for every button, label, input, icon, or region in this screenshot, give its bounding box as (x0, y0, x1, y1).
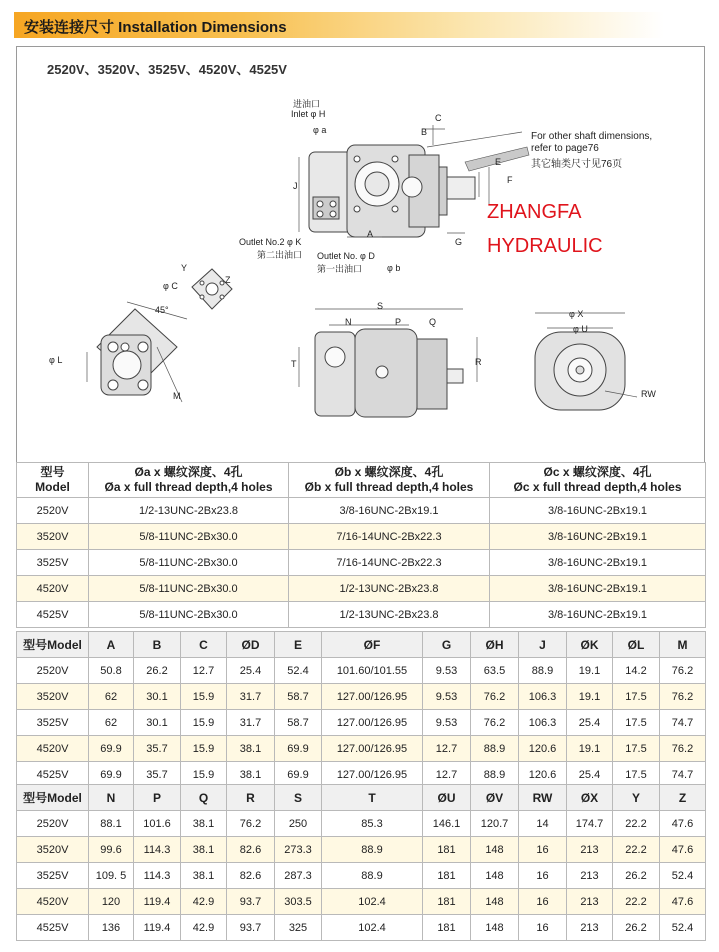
cell: 101.60/101.55 (322, 658, 423, 684)
header-cell: G (423, 632, 471, 658)
header-cell: ØF (322, 632, 423, 658)
cell: 1/2-13UNC-2Bx23.8 (289, 602, 490, 628)
cell: 12.7 (423, 762, 471, 788)
cell: 250 (275, 811, 322, 837)
cell: 3520V (17, 684, 89, 710)
table-row (17, 736, 706, 762)
cell: 3/8-16UNC-2Bx19.1 (289, 498, 490, 524)
cell: 120.6 (519, 762, 567, 788)
label-rw: RW (641, 389, 656, 399)
header-cell: J (519, 632, 567, 658)
cell: 3/8-16UNC-2Bx19.1 (490, 576, 706, 602)
cell: 148 (471, 889, 519, 915)
label-dim-r: R (475, 357, 482, 367)
cell: 16 (519, 915, 567, 941)
table-row (17, 498, 706, 524)
cell: 287.3 (275, 863, 322, 889)
cell: 213 (567, 837, 613, 863)
cell: 76.2 (471, 684, 519, 710)
cell: 22.2 (613, 837, 660, 863)
cell: 88.9 (471, 762, 519, 788)
cell: 127.00/126.95 (322, 736, 423, 762)
cell: 9.53 (423, 658, 471, 684)
header-cell: R (227, 785, 275, 811)
cell: 148 (471, 863, 519, 889)
cell: 273.3 (275, 837, 322, 863)
cell: 99.6 (89, 837, 134, 863)
cell: 7/16-14UNC-2Bx22.3 (289, 550, 490, 576)
table-row (17, 602, 706, 628)
table-row (17, 658, 706, 684)
header-cell: M (660, 632, 706, 658)
cell: 16 (519, 837, 567, 863)
cell: 47.6 (660, 837, 706, 863)
cell: 14.2 (613, 658, 660, 684)
header-thread-c: Øc x 螺纹深度、4孔 Øc x full thread depth,4 holes (490, 463, 706, 498)
label-dim-t: T (291, 359, 297, 369)
cell: 1/2-13UNC-2Bx23.8 (289, 576, 490, 602)
cell: 88.9 (519, 658, 567, 684)
cell: 76.2 (660, 736, 706, 762)
cell: 146.1 (423, 811, 471, 837)
label-dim-s: S (377, 301, 384, 311)
cell: 114.3 (134, 863, 181, 889)
cell: 3/8-16UNC-2Bx19.1 (490, 498, 706, 524)
cell: 3525V (17, 863, 89, 889)
label-outlet2-en: Outlet No.2 φ K (239, 237, 302, 247)
cell: 47.6 (660, 889, 706, 915)
label-dim-e: E (495, 157, 502, 167)
label-dim-n: N (345, 317, 352, 327)
shaft-note-1: For other shaft dimensions, (531, 131, 653, 142)
label-dim-m: M (173, 391, 181, 401)
header-cell: Q (181, 785, 227, 811)
cell: 25.4 (227, 658, 275, 684)
dimension-table-1 (16, 631, 706, 788)
cell: 17.5 (613, 710, 660, 736)
cell: 16 (519, 863, 567, 889)
cell: 213 (567, 863, 613, 889)
table-row (17, 889, 706, 915)
cell: 26.2 (613, 915, 660, 941)
cell: 5/8-11UNC-2Bx30.0 (89, 550, 289, 576)
cell: 127.00/126.95 (322, 684, 423, 710)
drawing-panel (16, 46, 705, 463)
cell: 181 (423, 889, 471, 915)
cell: 9.53 (423, 710, 471, 736)
cell: 136 (89, 915, 134, 941)
label-dim-g: G (455, 237, 463, 247)
label-phi-c: φ C (163, 281, 178, 291)
cell: 74.7 (660, 710, 706, 736)
header-cell: C (181, 632, 227, 658)
cell: 2520V (17, 658, 89, 684)
label-phi-a: φ a (313, 125, 327, 135)
cell: 3520V (17, 837, 89, 863)
cell: 30.1 (134, 684, 181, 710)
cell: 325 (275, 915, 322, 941)
cell: 47.6 (660, 811, 706, 837)
cell: 26.2 (613, 863, 660, 889)
cell: 5/8-11UNC-2Bx30.0 (89, 524, 289, 550)
cell: 76.2 (227, 811, 275, 837)
cell: 148 (471, 915, 519, 941)
watermark-line-1: ZHANGFA (487, 201, 582, 223)
cell: 12.7 (181, 658, 227, 684)
header-cell: ØX (567, 785, 613, 811)
section-title: 安装连接尺寸 Installation Dimensions (24, 19, 287, 36)
label-phi-u: φ U (573, 324, 588, 334)
cell: 19.1 (567, 736, 613, 762)
label-outlet1-cn: 第一出油口 (317, 264, 363, 274)
label-dim-f: F (507, 175, 513, 185)
cell: 50.8 (89, 658, 134, 684)
watermark-line-2: HYDRAULIC (487, 235, 603, 257)
label-phi-b: φ b (387, 263, 401, 273)
cell: 114.3 (134, 837, 181, 863)
cell: 52.4 (660, 915, 706, 941)
label-inlet-cn: 进油口 (293, 99, 321, 109)
thread-table-header (17, 463, 706, 498)
cell: 120 (89, 889, 134, 915)
cell: 3525V (17, 710, 89, 736)
cell: 17.5 (613, 762, 660, 788)
table-row (17, 710, 706, 736)
cell: 35.7 (134, 736, 181, 762)
pump-side-view (309, 145, 475, 237)
cell: 35.7 (134, 762, 181, 788)
cell: 127.00/126.95 (322, 710, 423, 736)
table-row (17, 684, 706, 710)
cell: 30.1 (134, 710, 181, 736)
header-cell: ØD (227, 632, 275, 658)
cell: 19.1 (567, 658, 613, 684)
flange-view (97, 309, 177, 395)
cell: 1/2-13UNC-2Bx23.8 (89, 498, 289, 524)
cell: 102.4 (322, 915, 423, 941)
label-outlet2-cn: 第二出油口 (257, 250, 303, 260)
header-cell: S (275, 785, 322, 811)
cell: 38.1 (227, 736, 275, 762)
models-line: 2520V、3520V、3525V、4520V、4525V (47, 62, 287, 77)
label-outlet1-en: Outlet No. φ D (317, 251, 375, 261)
cell: 38.1 (181, 811, 227, 837)
cell: 3/8-16UNC-2Bx19.1 (490, 550, 706, 576)
cell: 3520V (17, 524, 89, 550)
label-dim-c: C (435, 113, 442, 123)
cell: 88.9 (471, 736, 519, 762)
cell: 15.9 (181, 736, 227, 762)
cell: 120.6 (519, 736, 567, 762)
cell: 38.1 (227, 762, 275, 788)
pump-rear-view (535, 332, 625, 410)
header-cell: B (134, 632, 181, 658)
header-cell: T (322, 785, 423, 811)
cell: 25.4 (567, 710, 613, 736)
cell: 2520V (17, 498, 89, 524)
header-cell: ØK (567, 632, 613, 658)
cell: 127.00/126.95 (322, 762, 423, 788)
table-row (17, 811, 706, 837)
cell: 93.7 (227, 915, 275, 941)
cell: 58.7 (275, 684, 322, 710)
table-row (17, 837, 706, 863)
cell: 7/16-14UNC-2Bx22.3 (289, 524, 490, 550)
cell: 31.7 (227, 684, 275, 710)
cell: 15.9 (181, 710, 227, 736)
cell: 4525V (17, 915, 89, 941)
header-thread-a: Øa x 螺纹深度、4孔 Øa x full thread depth,4 holes (89, 463, 289, 498)
cell: 22.2 (613, 889, 660, 915)
cell: 16 (519, 889, 567, 915)
cell: 3/8-16UNC-2Bx19.1 (490, 602, 706, 628)
table-row (17, 915, 706, 941)
cell: 15.9 (181, 684, 227, 710)
cell: 22.2 (613, 811, 660, 837)
cell: 213 (567, 915, 613, 941)
header-cell: ØU (423, 785, 471, 811)
shaft-note-3: 其它轴类尺寸见76页 (531, 159, 623, 170)
cell: 4520V (17, 889, 89, 915)
dim-table-2-header (17, 785, 706, 811)
label-dim-q: Q (429, 317, 437, 327)
cell: 38.1 (181, 863, 227, 889)
cell: 4520V (17, 736, 89, 762)
header-cell: P (134, 785, 181, 811)
header-cell: ØV (471, 785, 519, 811)
cell: 76.2 (660, 684, 706, 710)
cell: 74.7 (660, 762, 706, 788)
cell: 63.5 (471, 658, 519, 684)
cell: 38.1 (181, 837, 227, 863)
cell: 12.7 (423, 736, 471, 762)
table-row (17, 524, 706, 550)
dimension-table-2 (16, 784, 706, 941)
cell: 4520V (17, 576, 89, 602)
label-dim-y: Y (181, 263, 188, 273)
header-model: 型号 Model (17, 463, 89, 498)
table-row (17, 863, 706, 889)
cell: 174.7 (567, 811, 613, 837)
cell: 181 (423, 837, 471, 863)
table-row (17, 550, 706, 576)
cell: 14 (519, 811, 567, 837)
label-inlet-en: Inlet φ H (291, 109, 326, 119)
cell: 181 (423, 863, 471, 889)
cell: 5/8-11UNC-2Bx30.0 (89, 602, 289, 628)
cell: 109. 5 (89, 863, 134, 889)
cell: 42.9 (181, 889, 227, 915)
label-angle: 45° (155, 305, 169, 315)
cell: 181 (423, 915, 471, 941)
thread-table (16, 462, 706, 628)
cell: 88.9 (322, 837, 423, 863)
cell: 76.2 (471, 710, 519, 736)
header-cell: 型号Model (17, 785, 89, 811)
cell: 213 (567, 889, 613, 915)
cell: 69.9 (89, 762, 134, 788)
cell: 42.9 (181, 915, 227, 941)
cell: 62 (89, 710, 134, 736)
table-row (17, 576, 706, 602)
dim-table-1-header (17, 632, 706, 658)
cell: 101.6 (134, 811, 181, 837)
cell: 3525V (17, 550, 89, 576)
cell: 85.3 (322, 811, 423, 837)
cell: 119.4 (134, 915, 181, 941)
cell: 17.5 (613, 736, 660, 762)
cell: 93.7 (227, 889, 275, 915)
cell: 9.53 (423, 684, 471, 710)
cell: 82.6 (227, 863, 275, 889)
cell: 303.5 (275, 889, 322, 915)
header-cell: Y (613, 785, 660, 811)
header-cell: 型号Model (17, 632, 89, 658)
cell: 19.1 (567, 684, 613, 710)
header-cell: ØH (471, 632, 519, 658)
label-phi-x: φ X (569, 309, 584, 319)
label-dim-p: P (395, 317, 402, 327)
label-dim-b: B (421, 127, 428, 137)
cell: 88.9 (322, 863, 423, 889)
cell: 3/8-16UNC-2Bx19.1 (490, 524, 706, 550)
label-phi-l: φ L (49, 355, 63, 365)
cell: 69.9 (275, 762, 322, 788)
cell: 52.4 (660, 863, 706, 889)
cell: 2520V (17, 811, 89, 837)
cell: 148 (471, 837, 519, 863)
header-cell: ØL (613, 632, 660, 658)
cell: 106.3 (519, 710, 567, 736)
cell: 120.7 (471, 811, 519, 837)
cell: 62 (89, 684, 134, 710)
cell: 5/8-11UNC-2Bx30.0 (89, 576, 289, 602)
label-dim-z: Z (225, 275, 231, 285)
cell: 119.4 (134, 889, 181, 915)
header-cell: E (275, 632, 322, 658)
cell: 52.4 (275, 658, 322, 684)
label-dim-j: J (293, 181, 298, 191)
cell: 88.1 (89, 811, 134, 837)
pump-front-view (315, 329, 463, 417)
cell: 31.7 (227, 710, 275, 736)
cell: 4525V (17, 762, 89, 788)
shaft-note-2: refer to page76 (531, 143, 599, 154)
cell: 106.3 (519, 684, 567, 710)
section-header (14, 12, 664, 38)
cell: 102.4 (322, 889, 423, 915)
header-cell: A (89, 632, 134, 658)
cell: 15.9 (181, 762, 227, 788)
cell: 76.2 (660, 658, 706, 684)
header-cell: N (89, 785, 134, 811)
cell: 25.4 (567, 762, 613, 788)
header-thread-b: Øb x 螺纹深度、4孔 Øb x full thread depth,4 holes (289, 463, 490, 498)
cell: 26.2 (134, 658, 181, 684)
cell: 58.7 (275, 710, 322, 736)
cell: 69.9 (89, 736, 134, 762)
header-cell: RW (519, 785, 567, 811)
cell: 82.6 (227, 837, 275, 863)
cell: 4525V (17, 602, 89, 628)
cell: 17.5 (613, 684, 660, 710)
header-cell: Z (660, 785, 706, 811)
cell: 69.9 (275, 736, 322, 762)
label-dim-a: A (367, 229, 374, 239)
